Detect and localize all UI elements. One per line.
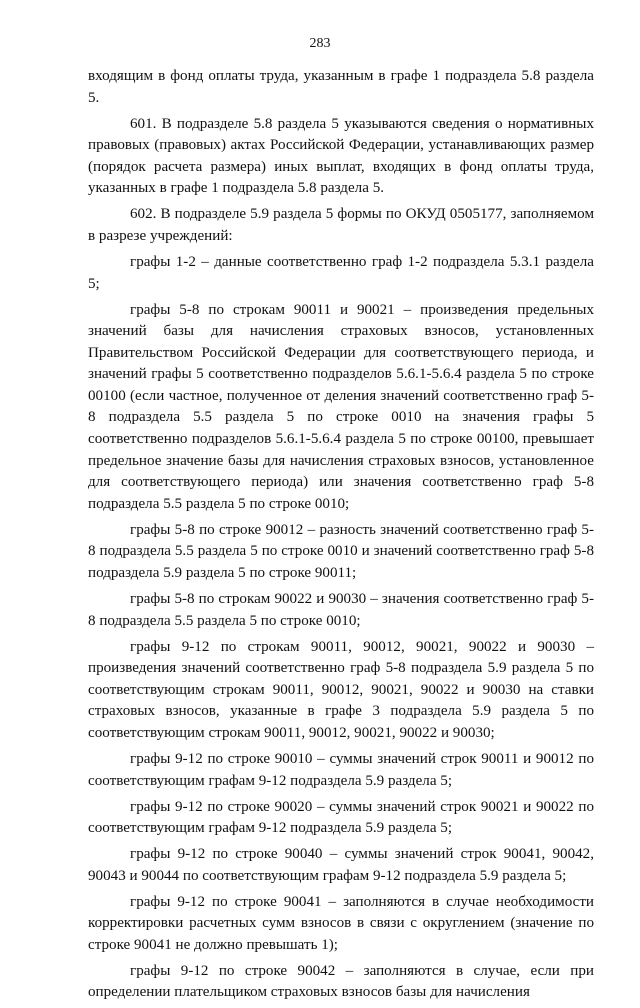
list-item-columns-5-8-row-90012: графы 5-8 по строке 90012 – разность значений соответственно граф 5-8 подраздела 5.5 раздела 5 по строке 0010 и значений соответственно граф 5-8 подраздела 5.9 раздела 5 по строке 90011;: [88, 521, 594, 582]
paragraph-602: 602. В подразделе 5.9 раздела 5 формы по ОКУД 0505177, заполняемом в разрезе учреждений:: [88, 206, 594, 244]
page-number: 283: [309, 36, 331, 51]
list-item-columns-9-12-row-90010: графы 9-12 по строке 90010 – суммы значений строк 90011 и 90012 по соответствующим графам 9-12 подраздела 5.9 раздела 5;: [88, 750, 594, 789]
paragraph-continuation: входящим в фонд оплаты труда, указанным в графе 1 подраздела 5.8 раздела 5.: [88, 68, 594, 106]
document-body: [88, 66, 594, 1008]
list-item-columns-9-12-row-90042: графы 9-12 по строке 90042 – заполняются в случае, если при определении плательщиком страховых взносов базы для начисления: [88, 962, 594, 1001]
list-item-columns-5-8-rows-90011-90021: графы 5-8 по строкам 90011 и 90021 – произведения предельных значений базы для начисления страховых взносов, установленных Правительством Российской Федерации для соответствующего периода, и значений графы 5 соответственно подразделов 5.6.1-5.6.4 раздела 5 по строке 00100 (если частное, полученное от деления значений соответственно граф 5-8 подраздела 5.5 раздела 5 по строке 0010 на значения графы 5 соответственно подразделов 5.6.1-5.6.4 раздела 5 по строке 00100, превышает предельное значение базы для начисления страховых взносов, установленное для соответствующего периода) или значения соответственно граф 5-8 подраздела 5.5 раздела 5 по строке 0010;: [88, 301, 594, 512]
paragraph-601: 601. В подразделе 5.8 раздела 5 указываются сведения о нормативных правовых (правовых) актах Российской Федерации, устанавливающих размер (порядок расчета размера) иных выплат, входящих в фонд оплаты труда, указанных в графе 1 подраздела 5.8 раздела 5.: [88, 115, 594, 197]
list-item-columns-9-12-multiple-rows: графы 9-12 по строкам 90011, 90012, 90021, 90022 и 90030 – произведения значений соответственно граф 5-8 подраздела 5.9 раздела 5 по соответствующим строкам 90011, 90012, 90021, 90022 и 90030 на ставки страховых взносов, указанные в графе 3 подраздела 5.9 раздела 5 по соответствующим строкам 90011, 90012, 90021, 90022 и 90030;: [88, 638, 594, 741]
list-item-columns-5-8-rows-90022-90030: графы 5-8 по строкам 90022 и 90030 – значения соответственно граф 5-8 подраздела 5.5 раздела 5 по строке 0010;: [88, 591, 594, 629]
list-item-columns-9-12-row-90020: графы 9-12 по строке 90020 – суммы значений строк 90021 и 90022 по соответствующим графам 9-12 подраздела 5.9 раздела 5;: [88, 798, 594, 837]
list-item-columns-9-12-row-90041: графы 9-12 по строке 90041 – заполняются в случае необходимости корректировки расчетных сумм взносов в связи с округлением (значение по строке 90041 не должно превышать 1);: [88, 893, 594, 953]
list-item-columns-1-2: графы 1-2 – данные соответственно граф 1-2 подраздела 5.3.1 раздела 5;: [88, 253, 594, 292]
list-item-columns-9-12-row-90040: графы 9-12 по строке 90040 – суммы значений строк 90041, 90042, 90043 и 90044 по соответствующим графам 9-12 подраздела 5.9 раздела 5;: [88, 846, 594, 884]
